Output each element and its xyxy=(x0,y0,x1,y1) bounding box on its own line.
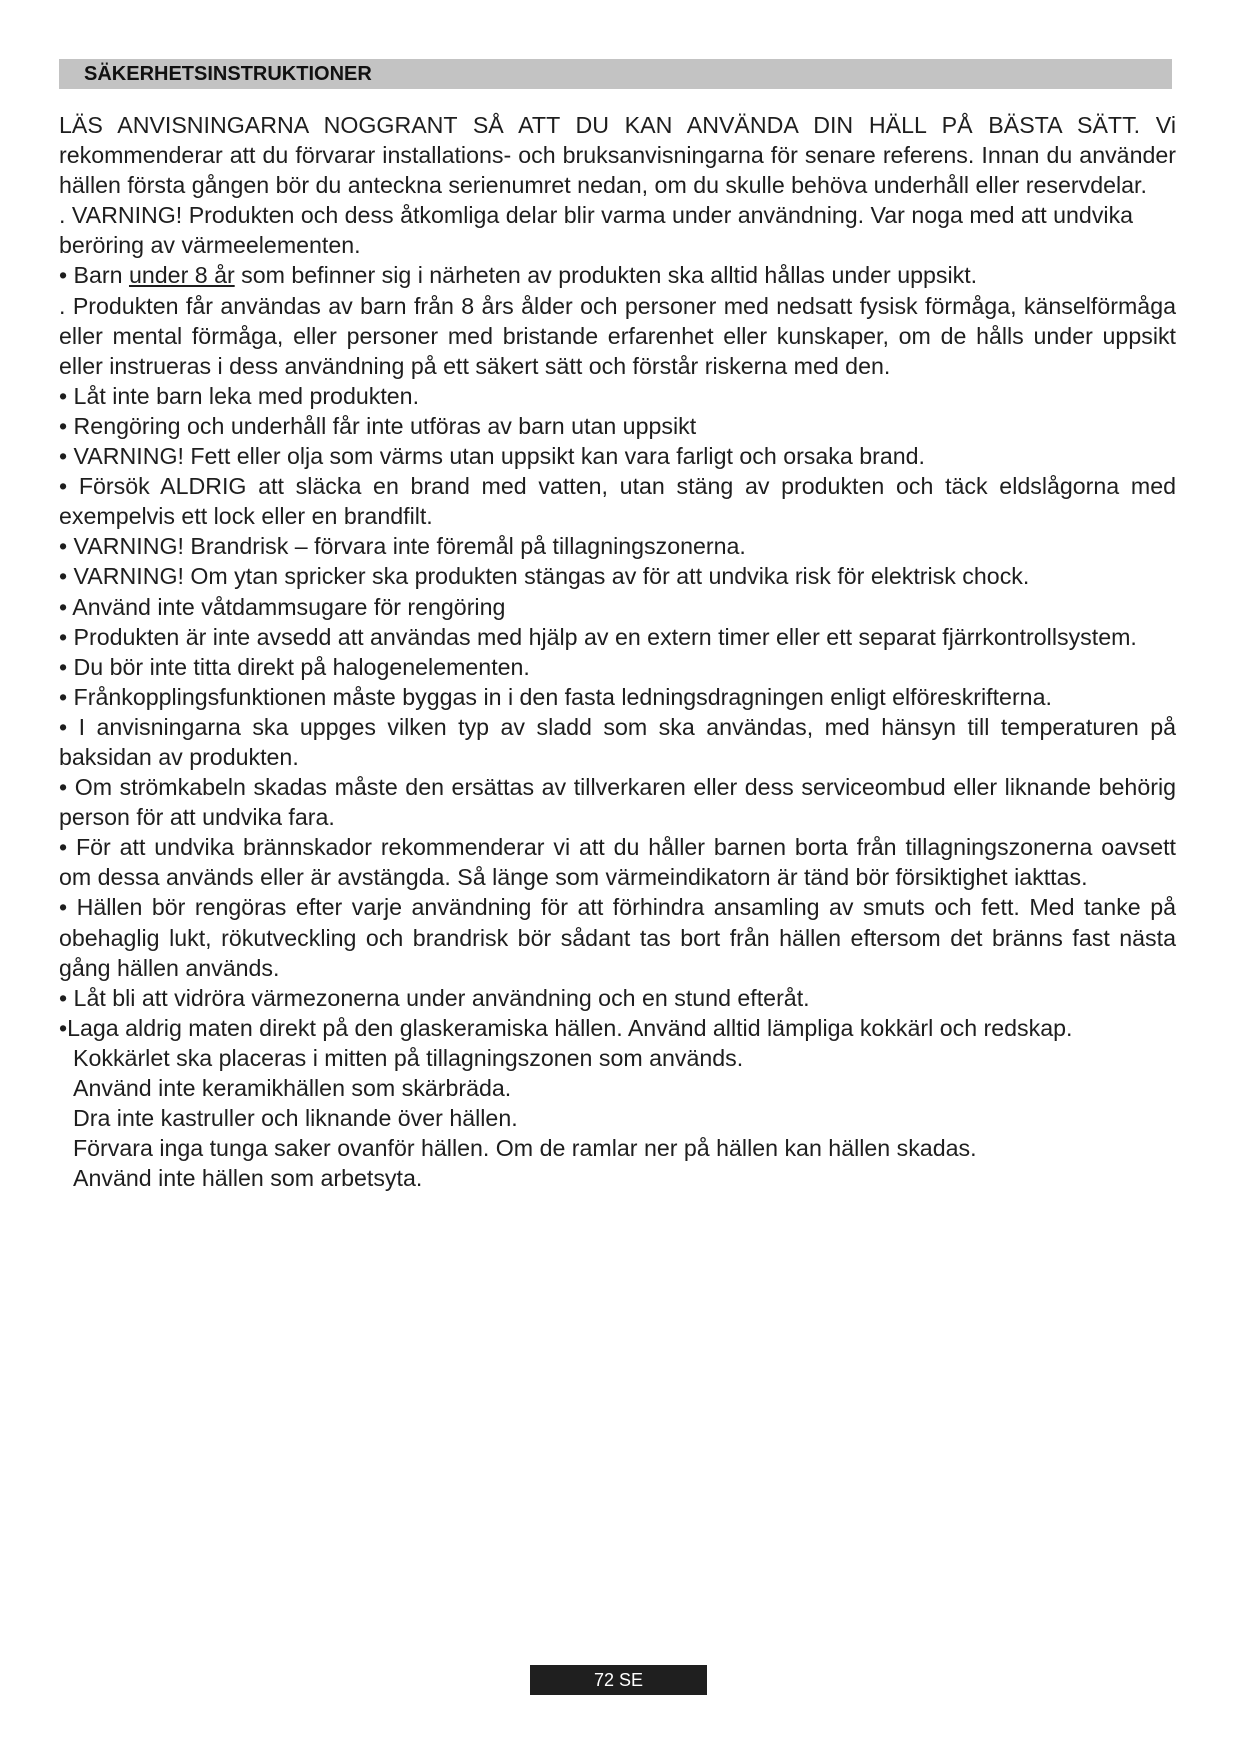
fire-risk-item: • VARNING! Brandrisk – förvara inte föremål på tillagningszonerna. xyxy=(59,533,746,560)
indented-line: Dra inte kastruller och liknande över hällen. xyxy=(73,1105,518,1132)
children-item-prefix: • Barn xyxy=(59,262,129,289)
indented-line: Förvara inga tunga saker ovanför hällen. Om de ramlar ner på hällen kan hällen skadas. xyxy=(73,1135,977,1162)
damaged-cable-item: • Om strömkabeln skadas måste den ersättas av tillverkaren eller dess serviceombud eller liknande behörig person för att undvika fara. xyxy=(59,774,1176,831)
indented-line: Använd inte hällen som arbetsyta. xyxy=(73,1165,423,1192)
cable-type-item: • I anvisningarna ska uppges vilken typ av sladd som ska användas, med hänsyn till temperaturen på baksidan av produkten. xyxy=(59,713,1176,770)
page-number: 72 SE xyxy=(530,1665,707,1695)
disconnect-item: • Frånkopplingsfunktionen måste byggas in i den fasta ledningsdragningen enligt elföreskrifterna. xyxy=(59,683,1052,710)
indented-line: Kokkärlet ska placeras i mitten på tillagningszonen som används. xyxy=(73,1044,744,1071)
fire-water-item: • Försök ALDRIG att släcka en brand med vatten, utan stäng av produkten och täck eldslågorna med exempelvis ett lock eller en brandfilt. xyxy=(59,473,1176,530)
no-direct-cooking-item: •Laga aldrig maten direkt på den glaskeramiska hällen. Använd alltid lämpliga kokkärl och redskap. xyxy=(59,1014,1073,1041)
cleaning-children-item: • Rengöring och underhåll får inte utföras av barn utan uppsikt xyxy=(59,412,697,439)
cracked-surface-item: • VARNING! Om ytan spricker ska produkten stängas av för att undvika risk för elektrisk chock. xyxy=(59,563,1030,590)
no-touch-item: • Låt bli att vidröra värmezonerna under användning och en stund efteråt. xyxy=(59,984,810,1011)
wet-vacuum-item: • Använd inte våtdammsugare för rengöring xyxy=(59,593,506,620)
intro-paragraph: LÄS ANVISNINGARNA NOGGRANT SÅ ATT DU KAN ANVÄNDA DIN HÄLL PÅ BÄSTA SÄTT. Vi rekommenderar att du förvarar installations- och bruksanvisningarna för senare referens. Innan du använder hällen första gången bör du anteckna serienumret nedan, om du skulle behöva underhåll eller reservdelar. xyxy=(59,112,1176,199)
no-play-item: • Låt inte barn leka med produkten. xyxy=(59,382,420,409)
warning-hot-paragraph: . VARNING! Produkten och dess åtkomliga delar blir varma under användning. Var noga med att undvika beröring av värmeelementen. xyxy=(59,202,1134,259)
external-timer-item: • Produkten är inte avsedd att användas med hjälp av en extern timer eller ett separat fjärrkontrollsystem. xyxy=(59,623,1137,650)
safety-instructions-text xyxy=(59,110,1176,1193)
section-title: SÄKERHETSINSTRUKTIONER xyxy=(59,59,1172,89)
fat-oil-warning-item: • VARNING! Fett eller olja som värms utan uppsikt kan vara farligt och orsaka brand. xyxy=(59,443,925,470)
clean-after-use-item: • Hällen bör rengöras efter varje användning för att förhindra ansamling av smuts och fett. Med tanke på obehaglig lukt, rökutveckling och brandrisk bör sådant tas bort från hällen eftersom det bränns fast nästa gång hällen används. xyxy=(59,894,1176,981)
burns-item: • För att undvika brännskador rekommenderar vi att du håller barnen borta från tillagningszonerna oavsett om dessa används eller är avstängda. Så länge som värmeindikatorn är tänd bör försiktighet iakttas. xyxy=(59,834,1176,891)
children-item-suffix: som befinner sig i närheten av produkten ska alltid hållas under uppsikt. xyxy=(234,262,978,289)
halogen-item: • Du bör inte titta direkt på halogenelementen. xyxy=(59,653,530,680)
usage-children-paragraph: . Produkten får användas av barn från 8 års ålder och personer med nedsatt fysisk förmåga, känselförmåga eller mental förmåga, eller personer med bristande erfarenhet eller kunskaper, om de hålls under uppsikt eller instrueras i dess användning på ett säkert sätt och förstår riskerna med den. xyxy=(59,292,1176,379)
children-age-underlined: under 8 år xyxy=(128,262,235,289)
children-supervision-item xyxy=(59,260,1176,290)
indented-line: Använd inte keramikhällen som skärbräda. xyxy=(73,1075,512,1101)
